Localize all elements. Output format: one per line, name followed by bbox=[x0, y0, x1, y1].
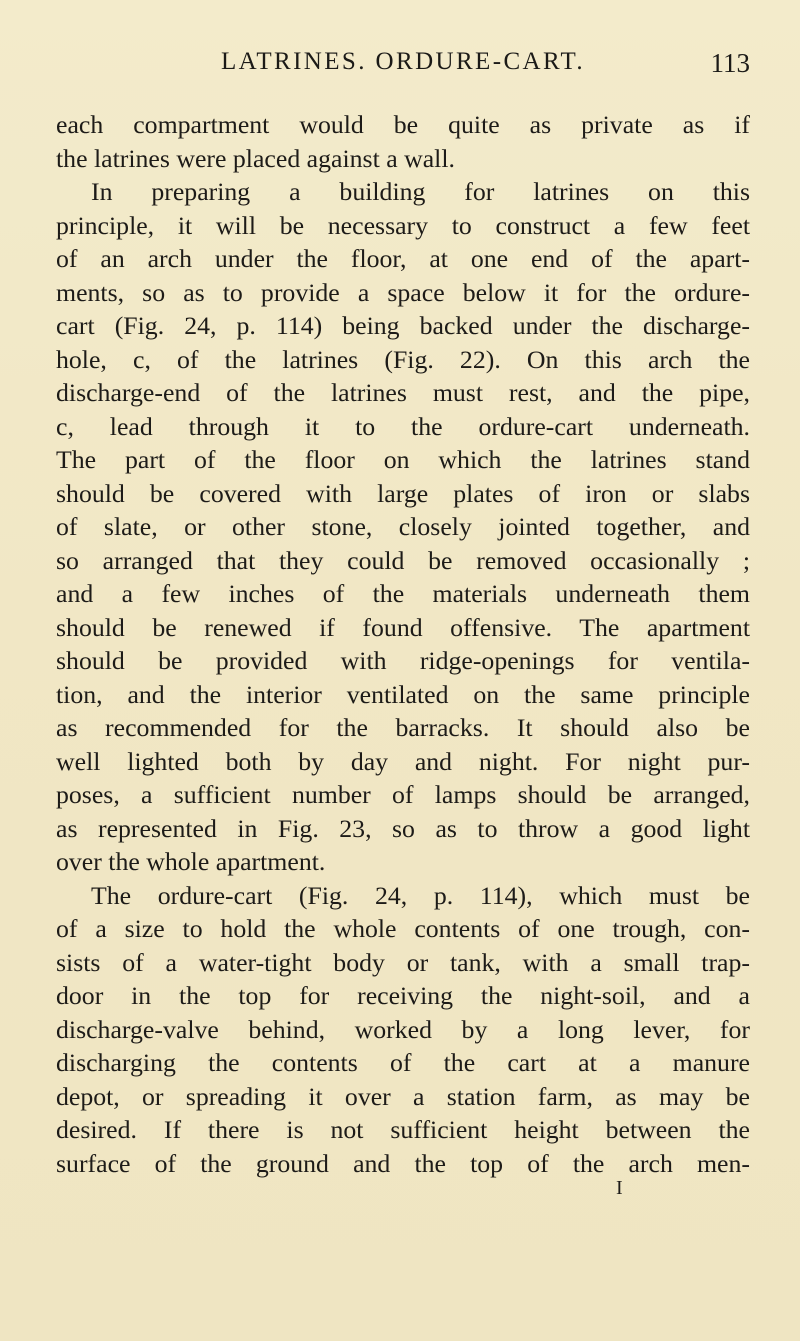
text-line: door in the top for receiving the night-soil, and a bbox=[56, 981, 750, 1010]
signature-mark: I bbox=[616, 1177, 623, 1199]
text-line: surface of the ground and the top of the arch men- bbox=[56, 1148, 750, 1178]
page-header bbox=[56, 48, 750, 82]
text-line: well lighted both by day and night. For night pur- bbox=[56, 746, 750, 776]
running-head: LATRINES. ORDURE-CART. bbox=[220, 48, 586, 75]
body-text bbox=[56, 108, 750, 1180]
text-line: discharge-end of the latrines must rest, and the pipe, bbox=[56, 378, 750, 407]
text-line: depot, or spreading it over a station farm, as may be bbox=[56, 1081, 750, 1111]
text-line: the latrines were placed against a wall. bbox=[56, 143, 455, 173]
text-line: over the whole apartment. bbox=[56, 847, 326, 876]
text-line: each compartment would be quite as private as if bbox=[56, 110, 750, 139]
text-line: of a size to hold the whole contents of one trough, con- bbox=[56, 914, 750, 943]
text-line: tion, and the interior ventilated on the same principle bbox=[56, 679, 750, 709]
text-line: discharging the contents of the cart at a manure bbox=[56, 1048, 750, 1077]
text-line: sists of a water-tight body or tank, with a small trap- bbox=[56, 947, 750, 977]
text-line: of an arch under the floor, at one end of the apart- bbox=[56, 244, 750, 273]
text-line: cart (Fig. 24, p. 114) being backed under the discharge- bbox=[56, 311, 750, 340]
text-line: as recommended for the barracks. It should also be bbox=[56, 713, 750, 742]
text-line: ments, so as to provide a space below it for the ordure- bbox=[56, 277, 750, 307]
text-line: as represented in Fig. 23, so as to throw a good light bbox=[56, 813, 750, 843]
text-line: should be covered with large plates of iron or slabs bbox=[56, 478, 750, 508]
text-line: and a few inches of the materials underneath them bbox=[56, 579, 750, 608]
text-line: hole, c, of the latrines (Fig. 22). On this arch the bbox=[56, 344, 750, 374]
page-number: 113 bbox=[710, 48, 750, 78]
text-line: should be renewed if found offensive. The apartment bbox=[56, 612, 750, 642]
text-line: discharge-valve behind, worked by a long lever, for bbox=[56, 1014, 750, 1044]
text-line: desired. If there is not sufficient height between the bbox=[56, 1115, 750, 1144]
text-line: so arranged that they could be removed occasionally ; bbox=[56, 545, 750, 575]
text-line: In preparing a building for latrines on this bbox=[91, 177, 750, 206]
text-line: c, lead through it to the ordure-cart underneath. bbox=[56, 411, 750, 441]
text-line: should be provided with ridge-openings for ventila- bbox=[56, 646, 750, 675]
text-line: poses, a sufficient number of lamps should be arranged, bbox=[56, 780, 750, 809]
text-line: principle, it will be necessary to construct a few feet bbox=[56, 210, 750, 240]
text-line: The part of the floor on which the latrines stand bbox=[56, 445, 750, 474]
text-line: The ordure-cart (Fig. 24, p. 114), which must be bbox=[91, 880, 750, 910]
text-line: of slate, or other stone, closely jointed together, and bbox=[56, 512, 750, 541]
